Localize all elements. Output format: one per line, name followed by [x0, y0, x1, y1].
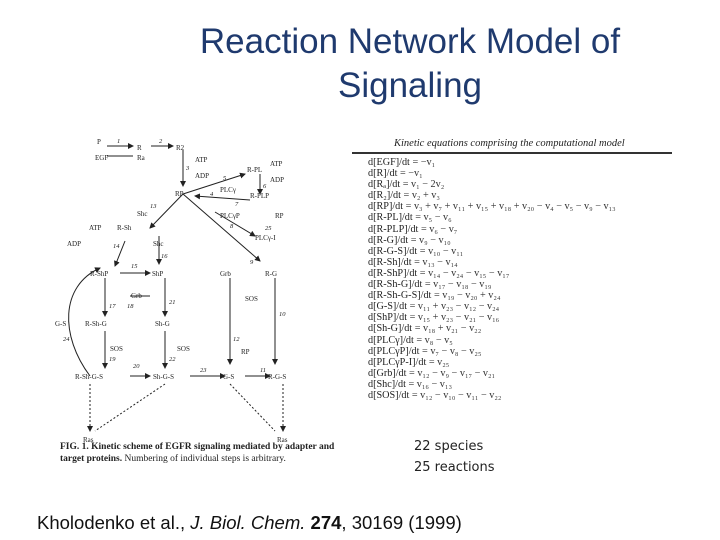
equation-lhs: d[R-ShP]/dt	[368, 267, 418, 279]
node-r-g: R-G	[265, 270, 278, 278]
step-19: 19	[109, 356, 116, 363]
equation-row	[368, 390, 688, 401]
node-plcgp: PLCγP	[220, 212, 240, 220]
equation-row	[368, 212, 688, 223]
equation-lhs: d[Rₐ]/dt	[368, 179, 401, 191]
step-11: 11	[260, 367, 267, 374]
equation-lhs: d[ShP]/dt	[368, 312, 408, 324]
equations-header: Kinetic equations comprising the computational model	[394, 138, 625, 149]
equation-row	[368, 290, 688, 301]
equation-lhs: d[G-S]/dt	[368, 301, 408, 313]
equation-row	[368, 168, 688, 179]
equation-row	[368, 201, 688, 212]
node-g-s-2: G-S	[223, 373, 235, 381]
equation-row	[368, 190, 688, 201]
equation-row	[368, 268, 688, 279]
arrow-step-7	[195, 196, 250, 200]
equation-lhs: d[Sh-G]/dt	[368, 323, 413, 335]
step-10: 10	[279, 311, 286, 318]
step-21: 21	[169, 299, 176, 306]
node-rp: RP	[175, 190, 184, 198]
equation-lhs: d[SOS]/dt	[368, 389, 410, 401]
node-sos-2: SOS	[110, 345, 123, 353]
step-12: 12	[233, 336, 240, 343]
node-shc: Shc	[137, 210, 148, 218]
slide-title	[150, 20, 670, 108]
equation-row	[368, 312, 688, 323]
citation-pages: , 30169 (1999)	[341, 512, 462, 533]
node-plcg-i: PLCγ-I	[255, 234, 276, 242]
equation-row	[368, 279, 688, 290]
equation-rhs: = v₁₇ − v₁₈ − v₁₉	[424, 279, 492, 291]
node-plcg: PLCγ	[220, 186, 236, 194]
equation-rhs: = v₁₅ + v₂₃ − v₂₁ − v₁₆	[409, 312, 500, 324]
kinetic-scheme-figure	[55, 136, 355, 444]
equation-row	[368, 179, 688, 190]
equation-rhs: = v₈ − v₅	[416, 334, 453, 346]
citation-authors: Kholodenko et al.,	[37, 512, 191, 533]
equation-lhs: d[R-Sh-G-S]/dt	[368, 290, 432, 302]
equation-lhs: d[R-Sh-G]/dt	[368, 279, 423, 291]
equation-row	[368, 301, 688, 312]
node-r-sh-g-s: R-Sh-G-S	[75, 373, 104, 381]
reaction-count: 25 reactions	[414, 460, 495, 475]
equation-rhs: = v₉ − v₁₀	[410, 234, 451, 246]
node-grb: Grb	[131, 292, 142, 300]
step-6: 6	[263, 183, 267, 190]
node-adp-1: ADP	[195, 172, 210, 180]
equation-rhs: = v₁₂ − v₁₀ − v₁₁ − v₂₂	[411, 389, 502, 401]
equation-row	[368, 323, 688, 334]
node-r: R	[137, 144, 142, 152]
equation-rhs: = v₁₄ − v₂₄ − v₁₅ − v₁₇	[419, 267, 510, 279]
step-22: 22	[169, 356, 176, 363]
equation-row	[368, 224, 688, 235]
step-24: 24	[63, 336, 70, 343]
dashed-gs-ras	[230, 384, 275, 431]
equation-rhs: = v₁ − 2v₂	[402, 179, 445, 191]
equation-rhs: = v₆ − v₇	[420, 223, 458, 235]
node-r2: R2	[176, 144, 185, 152]
equation-row	[368, 368, 688, 379]
step-18: 18	[127, 303, 134, 310]
step-17: 17	[109, 303, 116, 310]
node-r-sh-g: R-Sh-G	[85, 320, 107, 328]
equation-rhs: = −v₁	[399, 168, 423, 180]
equation-lhs: d[EGF]/dt	[368, 157, 410, 168]
equation-lhs: d[R-G]/dt	[368, 234, 409, 246]
node-r-g-s: R-G-S	[268, 373, 287, 381]
model-stats	[414, 436, 495, 478]
step-23: 23	[200, 367, 207, 374]
figure-caption	[60, 441, 350, 465]
node-g-s: G-S	[55, 320, 67, 328]
equations-divider	[352, 152, 672, 154]
step-9: 9	[250, 259, 254, 266]
node-egf-top: P	[97, 138, 101, 146]
equation-lhs: d[R-PL]/dt	[368, 212, 413, 224]
step-2: 2	[159, 138, 163, 145]
equation-lhs: d[PLCγP]/dt	[368, 345, 420, 357]
step-16: 16	[161, 253, 168, 260]
equation-row	[368, 357, 688, 368]
equation-rhs: = v₃ + v₇ + v₁₁ + v₁₅ + v₁₈ + v₂₀ − v₄ − v₅ − v₉ − v₁₃	[405, 201, 616, 213]
node-r-sh: R-Sh	[117, 224, 132, 232]
step-1: 1	[117, 138, 121, 145]
equation-lhs: d[R-G-S]/dt	[368, 245, 418, 257]
caption-rest: Numbering of individual steps is arbitrary.	[124, 454, 286, 464]
step-25: 25	[265, 225, 272, 232]
equation-lhs: d[PLCγ]/dt	[368, 334, 414, 346]
slide-title-line-1: Reaction Network Model of	[199, 22, 621, 61]
step-13: 13	[150, 203, 157, 210]
equation-row	[368, 335, 688, 346]
node-rp-3: RP	[241, 348, 250, 356]
equation-list	[368, 157, 688, 401]
step-5: 5	[223, 175, 227, 182]
equation-rhs: = −v₁	[412, 157, 436, 168]
node-sos-3: SOS	[177, 345, 190, 353]
dashed-shgs-ras	[95, 384, 165, 431]
caption-bold-text: Kinetic scheme of EGFR signaling mediated by adapter and target proteins.	[60, 442, 335, 464]
node-ras-2: Ras	[277, 436, 288, 444]
equation-row	[368, 379, 688, 390]
equation-rhs: = v₅ − v₆	[415, 212, 452, 224]
step-8: 8	[230, 223, 234, 230]
step-15: 15	[131, 263, 138, 270]
caption-fig-label: FIG. 1.	[60, 442, 89, 452]
slide-title-line-2: Signaling	[338, 66, 482, 105]
equation-rhs: = v₁₃ − v₁₄	[414, 256, 458, 268]
equation-lhs: d[R-Sh]/dt	[368, 256, 412, 268]
equation-lhs: d[RP]/dt	[368, 201, 404, 213]
node-shp: ShP	[152, 270, 164, 278]
node-shc-2: Shc	[153, 240, 164, 248]
node-atp-3: ATP	[89, 224, 102, 232]
arrow-step-13	[150, 194, 183, 228]
equation-lhs: d[R-PLP]/dt	[368, 223, 419, 235]
node-grb-top: Grb	[220, 270, 231, 278]
kinetic-scheme-diagram	[55, 136, 355, 444]
equation-lhs: d[Grb]/dt	[368, 367, 407, 379]
node-ras-1: Ras	[83, 436, 94, 444]
node-ra: Ra	[137, 154, 145, 162]
equation-rhs: = v₁₁ + v₂₃ − v₁₂ − v₂₄	[409, 301, 500, 313]
equation-rhs: = v₁₉ − v₂₀ + v₂₄	[433, 290, 501, 302]
node-sos-1: SOS	[245, 295, 258, 303]
node-r-pl: R-PL	[247, 166, 263, 174]
equation-rhs: = v₁₂ − v₉ − v₁₇ − v₂₁	[409, 367, 496, 379]
step-20: 20	[133, 363, 140, 370]
node-r-shp: R-ShP	[90, 270, 109, 278]
step-7: 7	[235, 201, 239, 208]
arrow-step-9	[183, 194, 260, 261]
equation-lhs: d[Shc]/dt	[368, 378, 406, 390]
node-sh-g-s: Sh-G-S	[153, 373, 175, 381]
equation-rhs: = v₇ − v₈ − v₂₅	[422, 345, 482, 357]
equation-lhs: d[PLCγP-I]/dt	[368, 356, 427, 368]
equation-row	[368, 257, 688, 268]
equation-row	[368, 346, 688, 357]
equation-row	[368, 235, 688, 246]
species-count: 22 species	[414, 439, 484, 454]
step-14: 14	[113, 243, 120, 250]
equation-row	[368, 157, 688, 168]
node-atp-1: ATP	[195, 156, 208, 164]
node-egf: EGF	[95, 154, 109, 162]
equation-rhs: = v₁₀ − v₁₁	[419, 245, 464, 257]
citation	[37, 512, 462, 534]
node-adp-2: ADP	[270, 176, 285, 184]
node-atp-2: ATP	[270, 160, 283, 168]
node-sh-g: Sh-G	[155, 320, 170, 328]
equation-rhs: = v₁₈ + v₂₁ − v₂₂	[414, 323, 482, 335]
step-3: 3	[186, 165, 190, 172]
equation-row	[368, 246, 688, 257]
node-adp-3: ADP	[67, 240, 82, 248]
equation-rhs: = v₂ + v₃	[403, 190, 440, 202]
node-rp-2: RP	[275, 212, 284, 220]
equation-rhs: = v₁₆ − v₁₃	[408, 378, 452, 390]
citation-volume: 274	[310, 512, 342, 533]
equation-lhs: d[R]/dt	[368, 168, 398, 180]
equation-rhs: = v₂₅	[428, 356, 450, 368]
equation-lhs: d[R₂]/dt	[368, 190, 401, 202]
citation-journal: J. Biol. Chem.	[190, 512, 306, 533]
node-r-plp: R-PLP	[250, 192, 270, 200]
step-4: 4	[210, 191, 214, 198]
